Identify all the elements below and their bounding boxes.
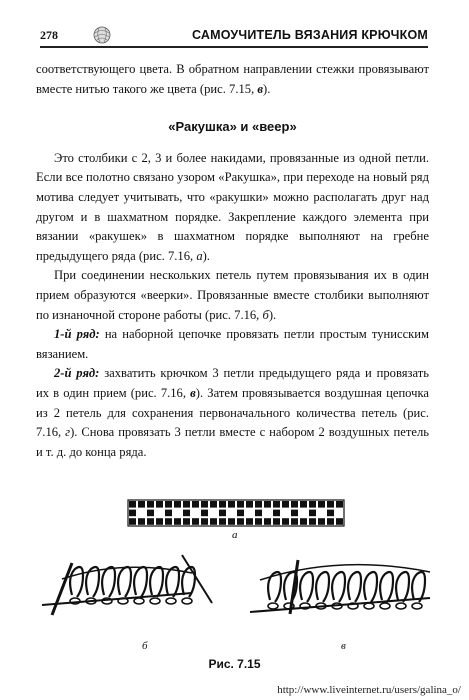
stitch-cell bbox=[246, 510, 253, 517]
chain-stitch bbox=[380, 603, 390, 609]
chain-stitch bbox=[134, 598, 144, 604]
chain-stitch bbox=[364, 603, 374, 609]
stitch-cell bbox=[201, 501, 208, 508]
yarn-loop bbox=[102, 567, 115, 597]
stitch-cell bbox=[291, 518, 298, 525]
stitch-cell bbox=[246, 501, 253, 508]
stitch-cell bbox=[300, 501, 307, 508]
chain-stitch bbox=[396, 603, 406, 609]
yarn-loop bbox=[316, 572, 329, 602]
chain-stitch bbox=[118, 598, 128, 604]
stitch-cell bbox=[309, 518, 316, 525]
chain-stitch bbox=[182, 598, 192, 604]
stitch-cell bbox=[174, 501, 181, 508]
stitch-cell bbox=[273, 518, 280, 525]
stitch-cell bbox=[291, 501, 298, 508]
yarn-loop bbox=[268, 572, 281, 602]
section-heading: «Ракушка» и «веер» bbox=[168, 119, 297, 135]
stitch-cell bbox=[282, 510, 289, 517]
yarn-loop bbox=[166, 567, 179, 597]
stitch-cell bbox=[192, 510, 199, 517]
stitch-cell bbox=[336, 501, 343, 508]
chain-stitch bbox=[268, 603, 278, 609]
figure-label-a: а bbox=[232, 529, 238, 541]
stitch-cell bbox=[138, 501, 145, 508]
stitch-cell bbox=[318, 510, 325, 517]
stitch-cell bbox=[147, 518, 154, 525]
yarn-loop bbox=[134, 567, 147, 597]
yarn-loop bbox=[182, 567, 195, 597]
stitch-cell bbox=[327, 510, 334, 517]
stitch-cell bbox=[174, 518, 181, 525]
figure-label-v: в bbox=[341, 640, 346, 652]
chain-stitch bbox=[412, 603, 422, 609]
intro-paragraph: соответствующего цвета. В обратном направлении стежки провязывают вместе нитью такого же цвета (рис. 7.15, в). bbox=[36, 62, 429, 96]
stitch-cell bbox=[147, 501, 154, 508]
paragraph-shell: Это столбики с 2, 3 и более накидами, провязанные из одной петли. Если все полотно связано узором «Ракушка», при переходе на новый ряд мотива следует учитывать, что «ракушки» можно располагать друг над другом и в шахматном порядке. Закрепление каждого элемента при вязании «ракушек» в шахматном порядке выполняют на гребне предыдущего ряда (рис. 7.16, а). bbox=[36, 150, 429, 263]
stitch-cell bbox=[138, 510, 145, 517]
stitch-cell bbox=[255, 501, 262, 508]
stitch-cell bbox=[201, 518, 208, 525]
page-number: 278 bbox=[40, 28, 58, 42]
stitch-cell bbox=[246, 518, 253, 525]
paragraph-fan: При соединении нескольких петель путем провязывания их в один прием образуются «веерки». Провязанные вместе столбики выполняют по изнаночной стороне работы (рис. 7.16, б). bbox=[36, 268, 429, 322]
stitch-cell bbox=[129, 518, 136, 525]
yarn-loop bbox=[150, 567, 163, 597]
stitch-cell bbox=[183, 510, 190, 517]
stitch-cell bbox=[129, 510, 136, 517]
chain-stitch bbox=[284, 603, 294, 609]
stitch-cell bbox=[165, 501, 172, 508]
chain-stitch bbox=[150, 598, 160, 604]
stitch-cell bbox=[156, 518, 163, 525]
figure-caption: Рис. 7.15 bbox=[208, 657, 261, 671]
header-rule bbox=[40, 46, 428, 48]
stitch-cell bbox=[237, 501, 244, 508]
stitch-cell bbox=[318, 501, 325, 508]
yarn-loop bbox=[332, 572, 345, 602]
stitch-cell bbox=[282, 518, 289, 525]
stitch-cell bbox=[210, 518, 217, 525]
yarn-loop bbox=[118, 567, 131, 597]
stitch-cell bbox=[228, 501, 235, 508]
stitch-cell bbox=[336, 518, 343, 525]
stitch-cell bbox=[138, 518, 145, 525]
stitch-cell bbox=[291, 510, 298, 517]
stitch-cell bbox=[192, 518, 199, 525]
yarn-loop bbox=[364, 572, 377, 602]
stitch-cell bbox=[318, 518, 325, 525]
stitch-cell bbox=[264, 510, 271, 517]
chain-stitch bbox=[348, 603, 358, 609]
chain-stitch bbox=[332, 603, 342, 609]
stitch-cell bbox=[282, 501, 289, 508]
stitch-cell bbox=[237, 518, 244, 525]
stitch-cell bbox=[327, 501, 334, 508]
yarn-loop bbox=[70, 567, 83, 597]
body-text bbox=[36, 60, 429, 462]
stitch-cell bbox=[327, 518, 334, 525]
row-2-instruction: 2-й ряд: захватить крючком 3 петли предыдущего ряда и провязать их в один прием (рис. 7.16, в). Затем провязывается воздушная цепочка из 2 петель для сохранения первоначального количества петель (рис. 7.16, г). Снова провязать 3 петли вместе с набором 2 воздушных петель и т. д. до конца ряда. bbox=[36, 366, 430, 459]
stitch-cell bbox=[228, 510, 235, 517]
stitch-cell bbox=[174, 510, 181, 517]
yarn-loop bbox=[380, 572, 393, 602]
yarn-loop bbox=[412, 572, 425, 602]
source-url: http://www.liveinternet.ru/users/galina_o/ bbox=[277, 684, 461, 696]
stitch-cell bbox=[156, 510, 163, 517]
stitch-cell bbox=[183, 518, 190, 525]
stitch-cell bbox=[147, 510, 154, 517]
stitch-cell bbox=[192, 501, 199, 508]
yarn-loop bbox=[348, 572, 361, 602]
yarn-loop bbox=[284, 572, 297, 602]
stitch-cell bbox=[129, 501, 136, 508]
stitch-cell bbox=[219, 518, 226, 525]
yarn-loop bbox=[396, 572, 409, 602]
stitch-cell bbox=[165, 518, 172, 525]
chain-stitch bbox=[166, 598, 176, 604]
stitch-cell bbox=[201, 510, 208, 517]
stitch-cell bbox=[255, 518, 262, 525]
chain-stitch bbox=[86, 598, 96, 604]
stitch-cell bbox=[183, 501, 190, 508]
chain-stitch bbox=[316, 603, 326, 609]
stitch-cell bbox=[219, 501, 226, 508]
stitch-cell bbox=[237, 510, 244, 517]
yarn-ball-icon bbox=[92, 25, 112, 45]
stitch-cell bbox=[300, 510, 307, 517]
stitch-cell bbox=[210, 501, 217, 508]
stitch-cell bbox=[264, 518, 271, 525]
yarn-loop bbox=[86, 567, 99, 597]
chain-stitch bbox=[102, 598, 112, 604]
stitch-cell bbox=[300, 518, 307, 525]
yarn-loop bbox=[300, 572, 313, 602]
figure-label-b: б bbox=[142, 640, 148, 652]
chain-stitch bbox=[70, 598, 80, 604]
row-1-instruction: 1-й ряд: на наборной цепочке провязать петли простым тунисским вязанием. bbox=[36, 327, 429, 361]
stitch-cell bbox=[228, 518, 235, 525]
stitch-cell bbox=[210, 510, 217, 517]
stitch-cell bbox=[219, 510, 226, 517]
stitch-cell bbox=[336, 510, 343, 517]
page-header bbox=[40, 28, 428, 46]
stitch-cell bbox=[255, 510, 262, 517]
stitch-cell bbox=[309, 510, 316, 517]
stitch-cell bbox=[273, 501, 280, 508]
stitch-cell bbox=[273, 510, 280, 517]
stitch-cell bbox=[165, 510, 172, 517]
stitch-cell bbox=[309, 501, 316, 508]
chain-stitch bbox=[300, 603, 310, 609]
stitch-cell bbox=[264, 501, 271, 508]
stitch-cell bbox=[156, 501, 163, 508]
running-title: САМОУЧИТЕЛЬ ВЯЗАНИЯ КРЮЧКОМ bbox=[192, 28, 428, 42]
